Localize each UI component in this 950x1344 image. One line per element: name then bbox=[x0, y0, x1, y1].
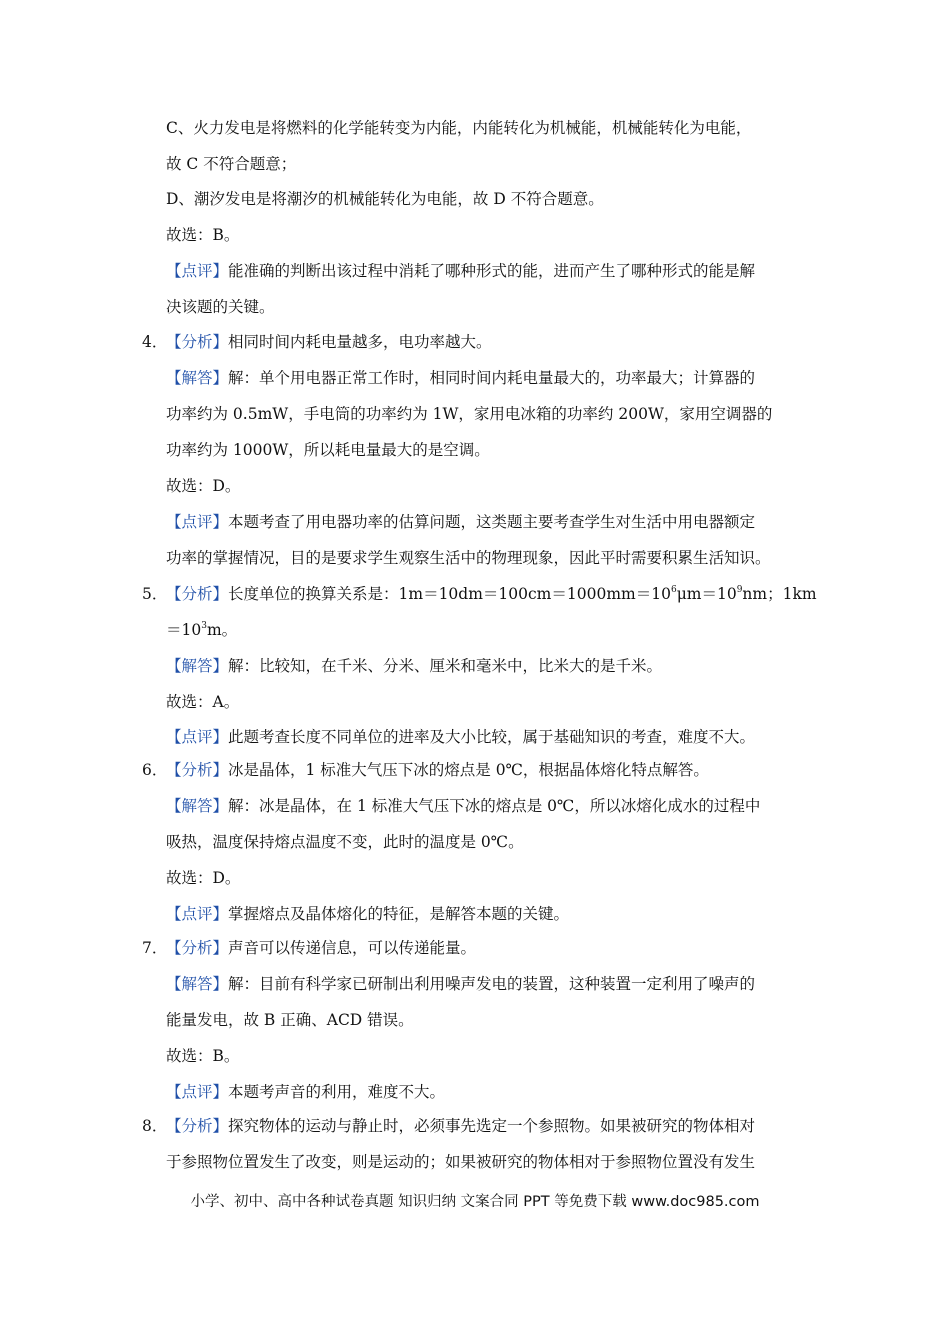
q4-comment-text: 本题考查了用电器功率的估算问题，这类题主要考查学生对生活中用电器额定 bbox=[228, 513, 756, 531]
q6-comment bbox=[166, 903, 569, 925]
q6-answer-line1 bbox=[166, 795, 760, 817]
q4-analysis-text: 相同时间内耗电量越多，电功率越大。 bbox=[228, 333, 492, 351]
q3-option-c-line1: C、火力发电是将燃料的化学能转变为内能，内能转化为机械能，机械能转化为电能， bbox=[166, 119, 752, 137]
q5-comment-text: 此题考查长度不同单位的进率及大小比较，属于基础知识的考查，难度不大。 bbox=[228, 728, 756, 746]
q6-analysis bbox=[166, 759, 709, 781]
q5-analysis-b: μm＝10 bbox=[676, 585, 737, 603]
comment-tag: 【点评】 bbox=[166, 513, 229, 531]
q7-analysis bbox=[166, 937, 476, 959]
q8-analysis-line1 bbox=[166, 1115, 755, 1137]
q7-answer-line2: 能量发电，故 B 正确、ACD 错误。 bbox=[166, 1011, 414, 1029]
comment-tag: 【点评】 bbox=[166, 1083, 229, 1101]
q5-analysis-a: 长度单位的换算关系是：1m＝10dm＝100cm＝1000mm＝10 bbox=[228, 585, 671, 603]
q8-number: 8． bbox=[142, 1117, 168, 1135]
q5-analysis2-a: ＝10 bbox=[166, 621, 202, 639]
comment-tag: 【点评】 bbox=[166, 262, 229, 280]
q7-answer-line1 bbox=[166, 973, 755, 995]
q5-answer-text: 解：比较知，在千米、分米、厘米和毫米中，比米大的是千米。 bbox=[228, 657, 663, 675]
q5-analysis-c: nm；1km bbox=[742, 585, 817, 603]
analysis-tag: 【分析】 bbox=[166, 761, 229, 779]
q5-comment bbox=[166, 726, 755, 748]
q7-comment-text: 本题考声音的利用，难度不大。 bbox=[228, 1083, 446, 1101]
q7-choice: 故选：B。 bbox=[166, 1047, 240, 1065]
answer-tag: 【解答】 bbox=[166, 975, 229, 993]
q8-analysis-text: 探究物体的运动与静止时，必须事先选定一个参照物。如果被研究的物体相对 bbox=[228, 1117, 756, 1135]
q5-choice: 故选：A。 bbox=[166, 693, 240, 711]
q6-number: 6． bbox=[142, 761, 168, 779]
q4-analysis bbox=[166, 331, 492, 353]
analysis-tag: 【分析】 bbox=[166, 585, 229, 603]
q4-answer-line2: 功率约为 0.5mW，手电筒的功率约为 1W，家用电冰箱的功率约 200W，家用空调器的 bbox=[166, 405, 773, 423]
q5-analysis-line2 bbox=[166, 619, 237, 641]
q4-comment-line2: 功率的掌握情况，目的是要求学生观察生活中的物理现象，因此平时需要积累生活知识。 bbox=[166, 549, 771, 567]
q5-analysis-line1 bbox=[166, 583, 817, 605]
q4-choice: 故选：D。 bbox=[166, 477, 241, 495]
analysis-tag: 【分析】 bbox=[166, 1117, 229, 1135]
q6-analysis-text: 冰是晶体，1 标准大气压下冰的熔点是 0℃，根据晶体熔化特点解答。 bbox=[228, 761, 709, 779]
q7-answer-text: 解：目前有科学家已研制出利用噪声发电的装置，这种装置一定利用了噪声的 bbox=[228, 975, 756, 993]
q6-answer-line2: 吸热，温度保持熔点温度不变，此时的温度是 0℃。 bbox=[166, 833, 524, 851]
comment-tag: 【点评】 bbox=[166, 905, 229, 923]
q4-answer-text: 解：单个用电器正常工作时，相同时间内耗电量最大的，功率最大；计算器的 bbox=[228, 369, 756, 387]
q3-comment-line1 bbox=[166, 260, 755, 282]
q3-option-c-line2: 故 C 不符合题意； bbox=[166, 155, 297, 173]
q5-analysis2-b: m。 bbox=[206, 621, 238, 639]
q7-comment bbox=[166, 1081, 445, 1103]
q4-answer-line1 bbox=[166, 367, 755, 389]
answer-tag: 【解答】 bbox=[166, 797, 229, 815]
q4-number: 4． bbox=[142, 333, 168, 351]
q7-number: 7． bbox=[142, 939, 168, 957]
q4-answer-line3: 功率约为 1000W，所以耗电量最大的是空调。 bbox=[166, 441, 490, 459]
q6-choice: 故选：D。 bbox=[166, 869, 241, 887]
q3-option-d: D、潮汐发电是将潮汐的机械能转化为电能，故 D 不符合题意。 bbox=[166, 190, 604, 208]
exponent: 3 bbox=[201, 621, 207, 631]
comment-tag: 【点评】 bbox=[166, 728, 229, 746]
answer-tag: 【解答】 bbox=[166, 369, 229, 387]
q6-answer-text: 解：冰是晶体，在 1 标准大气压下冰的熔点是 0℃，所以冰熔化成水的过程中 bbox=[228, 797, 761, 815]
q3-comment-text: 能准确的判断出该过程中消耗了哪种形式的能，进而产生了哪种形式的能是解 bbox=[228, 262, 756, 280]
q7-analysis-text: 声音可以传递信息，可以传递能量。 bbox=[228, 939, 477, 957]
analysis-tag: 【分析】 bbox=[166, 939, 229, 957]
q3-comment-line2: 决该题的关键。 bbox=[166, 298, 275, 316]
analysis-tag: 【分析】 bbox=[166, 333, 229, 351]
exponent: 9 bbox=[736, 585, 743, 595]
q3-choice: 故选：B。 bbox=[166, 226, 240, 244]
q5-answer bbox=[166, 655, 662, 677]
answer-tag: 【解答】 bbox=[166, 657, 229, 675]
q8-analysis-line2: 于参照物位置发生了改变，则是运动的；如果被研究的物体相对于参照物位置没有发生 bbox=[166, 1153, 756, 1171]
q4-comment-line1 bbox=[166, 511, 755, 533]
q6-comment-text: 掌握熔点及晶体熔化的特征，是解答本题的关键。 bbox=[228, 905, 570, 923]
exponent: 6 bbox=[670, 585, 677, 595]
page-footer: 小学、初中、高中各种试卷真题 知识归纳 文案合同 PPT 等免费下载 www.doc985.com bbox=[190, 1194, 760, 1210]
q5-number: 5． bbox=[142, 585, 168, 603]
